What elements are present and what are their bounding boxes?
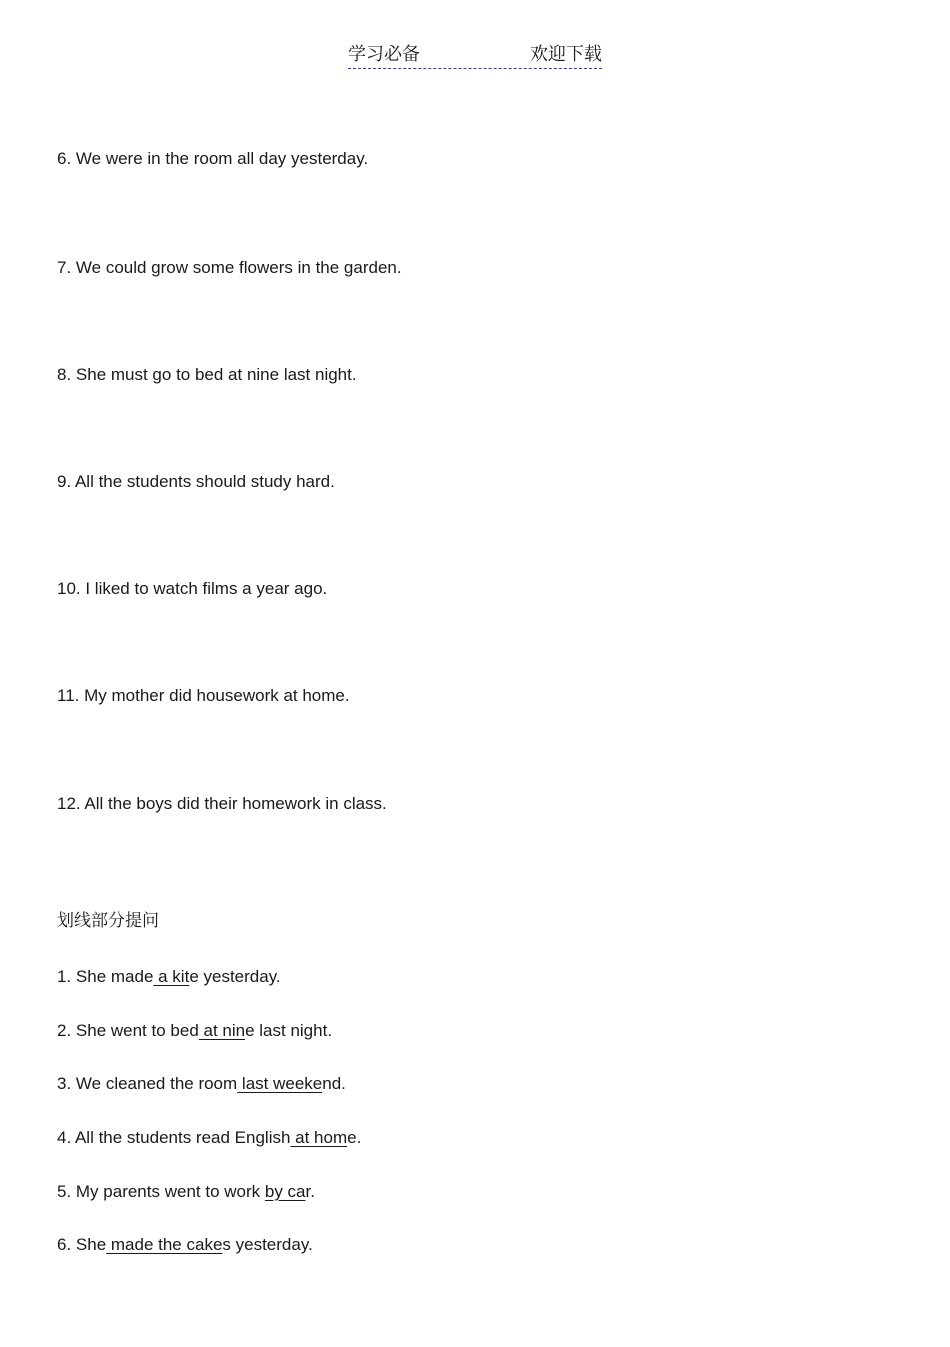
underlined-part: last weeke	[237, 1074, 323, 1093]
question-text: s yesterday.	[222, 1235, 313, 1254]
question-text: 3. We cleaned the room	[57, 1074, 238, 1093]
question-text: r.	[305, 1182, 315, 1201]
question-text: e last night.	[245, 1021, 333, 1040]
question-text: 1. She made	[57, 967, 154, 986]
sentence-12: 12. All the boys did their homework in class.	[57, 794, 387, 813]
question-1	[57, 967, 281, 987]
question-2	[57, 1021, 332, 1041]
underlined-part: a kit	[153, 967, 190, 986]
question-4	[57, 1128, 361, 1148]
question-3	[57, 1074, 346, 1094]
question-text: e.	[347, 1128, 362, 1147]
question-text: 6. She	[57, 1235, 107, 1254]
header-right-text: 欢迎下载	[530, 44, 602, 65]
question-text: e yesterday.	[189, 967, 281, 986]
sentence-8: 8. She must go to bed at nine last night.	[57, 365, 357, 384]
sentence-10: 10. I liked to watch films a year ago.	[57, 579, 328, 598]
question-6	[57, 1235, 313, 1255]
underlined-part: by ca	[264, 1182, 306, 1201]
question-5	[57, 1182, 315, 1202]
sentence-11: 11. My mother did housework at home.	[57, 686, 350, 705]
header-left-text: 学习必备	[348, 44, 420, 65]
question-text: nd.	[322, 1074, 346, 1093]
header-dashed-rule	[348, 40, 602, 69]
underlined-part: at nin	[198, 1021, 246, 1040]
sentence-7: 7. We could grow some flowers in the garden.	[57, 258, 402, 277]
sentence-9: 9. All the students should study hard.	[57, 472, 335, 491]
question-text: 5. My parents went to work	[57, 1182, 265, 1201]
section-title: 划线部分提问	[57, 911, 159, 931]
question-text: 4. All the students read English	[57, 1128, 291, 1147]
page-header	[0, 40, 950, 69]
underlined-part: made the cake	[106, 1235, 223, 1254]
question-text: 2. She went to bed	[57, 1021, 199, 1040]
underlined-part: at hom	[290, 1128, 348, 1147]
sentence-6: 6. We were in the room all day yesterday.	[57, 149, 369, 168]
